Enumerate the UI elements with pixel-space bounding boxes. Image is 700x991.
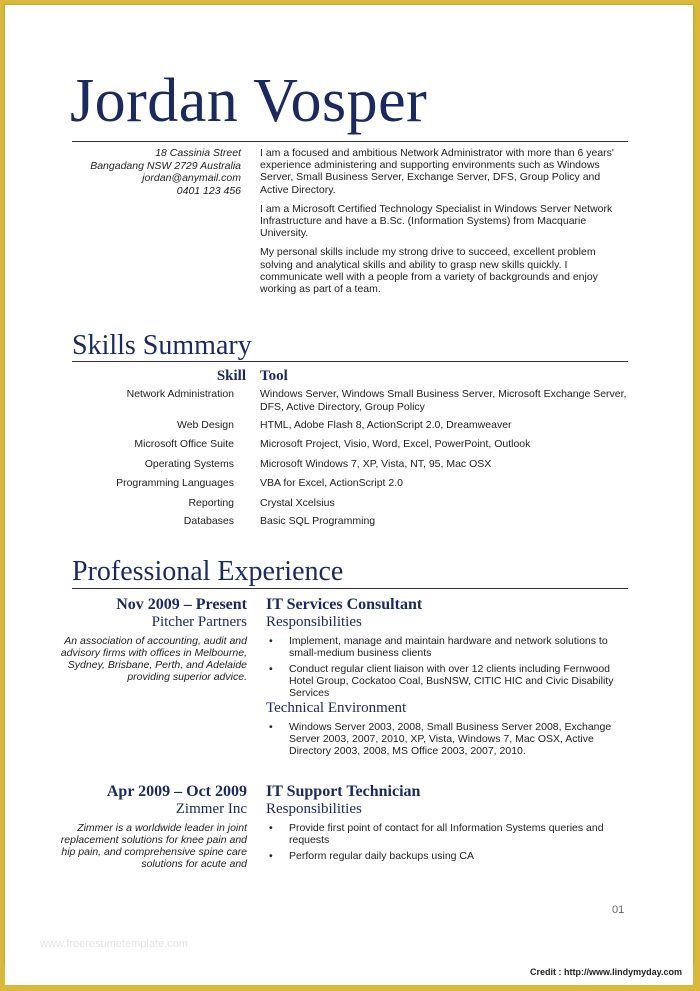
skill-tools: HTML, Adobe Flash 8, ActionScript 2.0, Dreamweaver [260,419,512,431]
job-dates: Apr 2009 – Oct 2009 [106,783,247,800]
email-text[interactable]: jordan@anymail.com [142,172,241,184]
tool-column-header: Tool [260,368,288,384]
skill-name: Reporting [188,497,234,509]
address-line-1: 18 Cassinia Street [155,147,241,159]
experience-rule [72,588,628,589]
responsibility-item: • Conduct regular client liaison with over 12 clients including Fernwood Hotel Group, Cockatoo Coal, BusNSW, CITIC HIC and Civic Disability Services [266,663,621,699]
skill-name: Network Administration [126,388,234,400]
responsibilities-list [266,822,621,866]
skill-tools: Basic SQL Programming [260,515,376,527]
header-rule [72,141,628,142]
phone-text: 0401 123 456 [176,184,241,197]
address-line-2: Bangadang NSW 2729 Australia [90,159,241,172]
company-description: Zimmer is a worldwide leader in joint replacement solutions for knee pain and hip pain, and comprehensive spine care solutions for acute and [60,822,247,870]
responsibility-item: • Implement, manage and maintain hardware and network solutions to small-medium business clients [266,635,621,659]
watermark-text: www.freeresumetemplate.com [40,938,188,950]
page-number: 01 [612,904,625,916]
skill-name: Databases [183,515,234,527]
job-title: IT Support Technician [266,783,421,800]
technical-environment-list [266,721,621,761]
skill-name: Operating Systems [144,458,234,470]
responsibility-item: • Perform regular daily backups using CA [266,850,621,862]
job-dates: Nov 2009 – Present [116,596,247,613]
responsibilities-heading: Responsibilities [266,801,362,817]
skill-name: Programming Languages [116,477,234,489]
bio-paragraph-1: I am a focused and ambitious Network Administrator with more than 6 years' experience administering and supporting environments such as Windows Server, Small Business Server, Exchange Server, DFS, Group Policy and Active Directory. [260,147,614,196]
job-company: Zimmer Inc [175,801,247,817]
skills-rule [72,361,628,362]
experience-section-title: Professional Experience [72,556,344,587]
skills-section-title: Skills Summary [72,330,252,361]
skill-column-header: Skill [216,368,246,384]
skill-tools: Windows Server, Windows Small Business Server, Microsoft Exchange Server, DFS, Active Directory, Group Policy [260,388,627,413]
technical-environment-heading: Technical Environment [266,700,407,716]
profile-summary [260,147,625,302]
skill-tools: VBA for Excel, ActionScript 2.0 [260,477,403,489]
skill-tools: Crystal Xcelsius [260,497,335,509]
job-title: IT Services Consultant [266,596,423,613]
bio-paragraph-3: My personal skills include my strong drive to succeed, excellent problem solving and analytical skills and ability to grasp new skills quickly. I communicate well with a people from a variety of backgrounds and enjoy working as part of a team. [260,246,598,296]
contact-block [41,147,241,197]
credit-link[interactable]: Credit : http://www.lindymyday.com [529,967,682,977]
skill-name: Web Design [176,419,234,431]
responsibilities-heading: Responsibilities [266,614,362,630]
responsibilities-list [266,635,621,703]
bio-paragraph-2: I am a Microsoft Certified Technology Specialist in Windows Server Network Infrastructure and have a B.Sc. (Information Systems) from Macquarie University. [260,202,613,240]
tech-item: • Windows Server 2003, 2008, Small Business Server 2008, Exchange Server 2003, 2007, 2010, XP, Vista, Windows 7, Mac OSX, Active Directory 2003, 2008, MS Office 2003, 2007, 2010. [266,721,621,757]
skill-tools: Microsoft Project, Visio, Word, Excel, PowerPoint, Outlook [260,438,531,450]
skill-name: Microsoft Office Suite [134,438,234,450]
responsibility-item: • Provide first point of contact for all Information Systems queries and requests [266,822,621,846]
candidate-name: Jordan Vosper [70,67,428,135]
skill-tools: Microsoft Windows 7, XP, Vista, NT, 95, Mac OSX [260,458,492,470]
company-description: An association of accounting, audit and advisory firms with offices in Melbourne, Sydney, Brisbane, Perth, and Adelaide providing superior advice. [60,635,247,683]
job-company: Pitcher Partners [151,614,247,630]
